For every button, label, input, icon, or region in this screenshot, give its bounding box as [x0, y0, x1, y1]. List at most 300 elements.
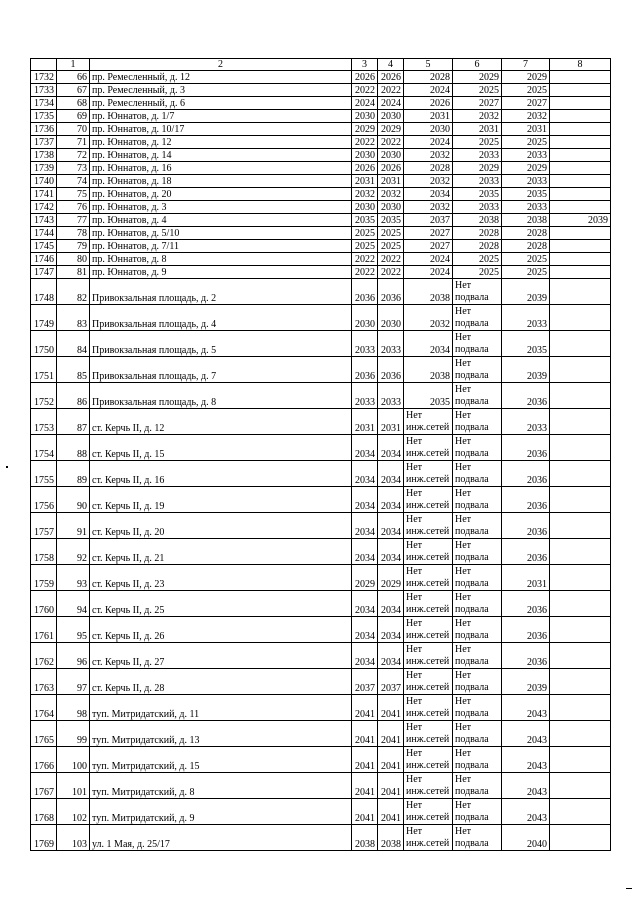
col4-cell: 2034: [378, 513, 404, 539]
col7-cell: 2036: [502, 435, 550, 461]
col8-cell: [550, 175, 611, 188]
address-cell: Привокзальная площадь, д. 5: [90, 331, 352, 357]
address-cell: ст. Керчь II, д. 21: [90, 539, 352, 565]
col6-cell: Нет подвала: [453, 825, 502, 851]
col3-cell: 2034: [352, 461, 378, 487]
col4-cell: 2022: [378, 253, 404, 266]
table-row: [31, 669, 611, 695]
index-cell: 89: [57, 461, 90, 487]
col4-cell: 2026: [378, 162, 404, 175]
col5-cell: Нет инж.сетей: [404, 617, 453, 643]
col8-cell: [550, 201, 611, 214]
table-row: [31, 799, 611, 825]
column-header: [31, 59, 57, 71]
index-cell: 98: [57, 695, 90, 721]
col5-cell: Нет инж.сетей: [404, 461, 453, 487]
col4-cell: 2031: [378, 409, 404, 435]
col3-cell: 2031: [352, 409, 378, 435]
col4-cell: 2030: [378, 149, 404, 162]
row-number-cell: 1742: [31, 201, 57, 214]
col6-cell: Нет подвала: [453, 305, 502, 331]
table-row: [31, 188, 611, 201]
row-number-cell: 1752: [31, 383, 57, 409]
col4-cell: 2030: [378, 201, 404, 214]
col7-cell: 2033: [502, 409, 550, 435]
col3-cell: 2034: [352, 487, 378, 513]
table-row: [31, 240, 611, 253]
row-number-cell: 1751: [31, 357, 57, 383]
row-number-cell: 1740: [31, 175, 57, 188]
index-cell: 91: [57, 513, 90, 539]
index-cell: 75: [57, 188, 90, 201]
col3-cell: 2034: [352, 539, 378, 565]
address-cell: пр. Юннатов, д. 16: [90, 162, 352, 175]
col6-cell: Нет подвала: [453, 591, 502, 617]
table-row: [31, 253, 611, 266]
table-row: [31, 97, 611, 110]
column-header: 5: [404, 59, 453, 71]
col7-cell: 2036: [502, 643, 550, 669]
col4-cell: 2030: [378, 110, 404, 123]
col6-cell: 2038: [453, 214, 502, 227]
address-cell: ст. Керчь II, д. 26: [90, 617, 352, 643]
col8-cell: [550, 591, 611, 617]
col7-cell: 2036: [502, 513, 550, 539]
col3-cell: 2041: [352, 695, 378, 721]
col6-cell: Нет подвала: [453, 747, 502, 773]
row-number-cell: 1769: [31, 825, 57, 851]
address-cell: пр. Юннатов, д. 12: [90, 136, 352, 149]
index-cell: 72: [57, 149, 90, 162]
index-cell: 94: [57, 591, 90, 617]
col5-cell: Нет инж.сетей: [404, 747, 453, 773]
col8-cell: [550, 539, 611, 565]
col5-cell: Нет инж.сетей: [404, 487, 453, 513]
col7-cell: 2043: [502, 721, 550, 747]
index-cell: 102: [57, 799, 90, 825]
col8-cell: [550, 435, 611, 461]
col5-cell: Нет инж.сетей: [404, 825, 453, 851]
index-cell: 81: [57, 266, 90, 279]
col6-cell: Нет подвала: [453, 331, 502, 357]
col4-cell: 2041: [378, 721, 404, 747]
col6-cell: 2033: [453, 149, 502, 162]
col8-cell: [550, 799, 611, 825]
table-row: [31, 695, 611, 721]
index-cell: 95: [57, 617, 90, 643]
col8-cell: [550, 279, 611, 305]
col5-cell: 2026: [404, 97, 453, 110]
col7-cell: 2043: [502, 799, 550, 825]
row-number-cell: 1768: [31, 799, 57, 825]
index-cell: 97: [57, 669, 90, 695]
col4-cell: 2022: [378, 136, 404, 149]
col7-cell: 2025: [502, 266, 550, 279]
row-number-cell: 1755: [31, 461, 57, 487]
col7-cell: 2039: [502, 669, 550, 695]
index-cell: 101: [57, 773, 90, 799]
address-cell: ст. Керчь II, д. 12: [90, 409, 352, 435]
col8-cell: [550, 136, 611, 149]
col4-cell: 2029: [378, 565, 404, 591]
col7-cell: 2040: [502, 825, 550, 851]
col5-cell: 2030: [404, 123, 453, 136]
table-row: [31, 747, 611, 773]
address-cell: пр. Ремесленный, д. 6: [90, 97, 352, 110]
col3-cell: 2025: [352, 240, 378, 253]
col6-cell: Нет подвала: [453, 461, 502, 487]
col6-cell: Нет подвала: [453, 279, 502, 305]
address-cell: пр. Юннатов, д. 10/17: [90, 123, 352, 136]
col3-cell: 2030: [352, 110, 378, 123]
col4-cell: 2041: [378, 695, 404, 721]
col5-cell: 2024: [404, 136, 453, 149]
col5-cell: Нет инж.сетей: [404, 643, 453, 669]
address-cell: ст. Керчь II, д. 27: [90, 643, 352, 669]
table-row: [31, 71, 611, 84]
col6-cell: 2035: [453, 188, 502, 201]
col5-cell: 2027: [404, 227, 453, 240]
col8-cell: [550, 617, 611, 643]
col8-cell: [550, 357, 611, 383]
col7-cell: 2033: [502, 305, 550, 331]
col7-cell: 2028: [502, 227, 550, 240]
col3-cell: 2031: [352, 175, 378, 188]
col7-cell: 2036: [502, 383, 550, 409]
row-number-cell: 1764: [31, 695, 57, 721]
address-cell: туп. Митридатский, д. 9: [90, 799, 352, 825]
row-number-cell: 1765: [31, 721, 57, 747]
address-cell: пр. Юннатов, д. 9: [90, 266, 352, 279]
col6-cell: Нет подвала: [453, 513, 502, 539]
col4-cell: 2038: [378, 825, 404, 851]
address-cell: ст. Керчь II, д. 15: [90, 435, 352, 461]
col8-cell: [550, 97, 611, 110]
col6-cell: 2033: [453, 201, 502, 214]
col3-cell: 2035: [352, 214, 378, 227]
column-header: 7: [502, 59, 550, 71]
col8-cell: [550, 305, 611, 331]
table-row: [31, 136, 611, 149]
index-cell: 70: [57, 123, 90, 136]
column-header: 1: [57, 59, 90, 71]
col8-cell: [550, 266, 611, 279]
col8-cell: [550, 123, 611, 136]
col5-cell: Нет инж.сетей: [404, 435, 453, 461]
column-header: 6: [453, 59, 502, 71]
col5-cell: Нет инж.сетей: [404, 799, 453, 825]
col8-cell: [550, 643, 611, 669]
table-row: [31, 214, 611, 227]
table-row: [31, 617, 611, 643]
address-cell: туп. Митридатский, д. 8: [90, 773, 352, 799]
table-row: [31, 825, 611, 851]
col3-cell: 2024: [352, 97, 378, 110]
col5-cell: 2028: [404, 162, 453, 175]
table-row: [31, 539, 611, 565]
row-number-cell: 1745: [31, 240, 57, 253]
index-cell: 79: [57, 240, 90, 253]
col8-cell: [550, 487, 611, 513]
col6-cell: Нет подвала: [453, 357, 502, 383]
address-cell: ст. Керчь II, д. 20: [90, 513, 352, 539]
table-row: [31, 279, 611, 305]
page-mark: [626, 888, 632, 889]
row-number-cell: 1737: [31, 136, 57, 149]
col7-cell: 2036: [502, 461, 550, 487]
col7-cell: 2033: [502, 149, 550, 162]
col5-cell: Нет инж.сетей: [404, 695, 453, 721]
table-row: [31, 721, 611, 747]
col4-cell: 2030: [378, 305, 404, 331]
col5-cell: 2024: [404, 253, 453, 266]
table-row: [31, 435, 611, 461]
col6-cell: 2028: [453, 240, 502, 253]
row-number-cell: 1746: [31, 253, 57, 266]
col3-cell: 2041: [352, 773, 378, 799]
col5-cell: 2034: [404, 331, 453, 357]
col4-cell: 2022: [378, 266, 404, 279]
col3-cell: 2029: [352, 123, 378, 136]
table-row: [31, 110, 611, 123]
col3-cell: 2022: [352, 84, 378, 97]
row-number-cell: 1766: [31, 747, 57, 773]
col8-cell: [550, 227, 611, 240]
table-row: [31, 227, 611, 240]
address-cell: Привокзальная площадь, д. 4: [90, 305, 352, 331]
row-number-cell: 1738: [31, 149, 57, 162]
col7-cell: 2043: [502, 773, 550, 799]
col7-cell: 2036: [502, 487, 550, 513]
row-number-cell: 1761: [31, 617, 57, 643]
table-row: [31, 357, 611, 383]
table-row: [31, 461, 611, 487]
col5-cell: 2037: [404, 214, 453, 227]
col4-cell: 2041: [378, 799, 404, 825]
col7-cell: 2027: [502, 97, 550, 110]
col5-cell: 2032: [404, 305, 453, 331]
col5-cell: Нет инж.сетей: [404, 565, 453, 591]
address-cell: пр. Ремесленный, д. 12: [90, 71, 352, 84]
col7-cell: 2043: [502, 695, 550, 721]
col6-cell: Нет подвала: [453, 643, 502, 669]
col3-cell: 2026: [352, 162, 378, 175]
row-number-cell: 1734: [31, 97, 57, 110]
col5-cell: 2035: [404, 383, 453, 409]
col6-cell: Нет подвала: [453, 695, 502, 721]
col7-cell: 2036: [502, 539, 550, 565]
col3-cell: 2036: [352, 279, 378, 305]
col3-cell: 2033: [352, 383, 378, 409]
col3-cell: 2033: [352, 331, 378, 357]
table-row: [31, 201, 611, 214]
col4-cell: 2026: [378, 71, 404, 84]
col7-cell: 2025: [502, 136, 550, 149]
col6-cell: 2029: [453, 71, 502, 84]
index-cell: 78: [57, 227, 90, 240]
column-header: 2: [90, 59, 352, 71]
address-cell: ст. Керчь II, д. 25: [90, 591, 352, 617]
col7-cell: 2039: [502, 357, 550, 383]
index-cell: 82: [57, 279, 90, 305]
col5-cell: 2038: [404, 279, 453, 305]
col8-cell: [550, 71, 611, 84]
col3-cell: 2029: [352, 565, 378, 591]
index-cell: 92: [57, 539, 90, 565]
address-cell: пр. Юннатов, д. 5/10: [90, 227, 352, 240]
col8-cell: [550, 409, 611, 435]
col8-cell: [550, 747, 611, 773]
row-number-cell: 1744: [31, 227, 57, 240]
col6-cell: Нет подвала: [453, 383, 502, 409]
index-cell: 73: [57, 162, 90, 175]
col4-cell: 2025: [378, 240, 404, 253]
col8-cell: [550, 383, 611, 409]
index-cell: 87: [57, 409, 90, 435]
col7-cell: 2035: [502, 188, 550, 201]
table-body: [31, 71, 611, 851]
col8-cell: [550, 162, 611, 175]
col6-cell: Нет подвала: [453, 539, 502, 565]
column-header: 8: [550, 59, 611, 71]
col5-cell: 2031: [404, 110, 453, 123]
col7-cell: 2028: [502, 240, 550, 253]
col6-cell: 2025: [453, 84, 502, 97]
col5-cell: 2034: [404, 188, 453, 201]
col4-cell: 2034: [378, 461, 404, 487]
address-cell: Привокзальная площадь, д. 2: [90, 279, 352, 305]
col5-cell: 2024: [404, 266, 453, 279]
col7-cell: 2029: [502, 162, 550, 175]
col7-cell: 2025: [502, 253, 550, 266]
table-row: [31, 123, 611, 136]
row-number-cell: 1733: [31, 84, 57, 97]
address-cell: Привокзальная площадь, д. 7: [90, 357, 352, 383]
col3-cell: 2032: [352, 188, 378, 201]
col5-cell: 2038: [404, 357, 453, 383]
col4-cell: 2029: [378, 123, 404, 136]
table-row: [31, 162, 611, 175]
address-cell: пр. Юннатов, д. 8: [90, 253, 352, 266]
col5-cell: Нет инж.сетей: [404, 773, 453, 799]
table-row: [31, 591, 611, 617]
col6-cell: 2025: [453, 136, 502, 149]
table-row: [31, 84, 611, 97]
col3-cell: 2034: [352, 591, 378, 617]
col5-cell: Нет инж.сетей: [404, 721, 453, 747]
row-number-cell: 1753: [31, 409, 57, 435]
address-cell: пр. Юннатов, д. 7/11: [90, 240, 352, 253]
table-row: [31, 175, 611, 188]
col8-cell: [550, 669, 611, 695]
col7-cell: 2029: [502, 71, 550, 84]
row-number-cell: 1736: [31, 123, 57, 136]
col3-cell: 2034: [352, 435, 378, 461]
col5-cell: Нет инж.сетей: [404, 669, 453, 695]
index-cell: 96: [57, 643, 90, 669]
address-cell: туп. Митридатский, д. 15: [90, 747, 352, 773]
col8-cell: [550, 149, 611, 162]
index-cell: 85: [57, 357, 90, 383]
col5-cell: Нет инж.сетей: [404, 513, 453, 539]
row-number-cell: 1767: [31, 773, 57, 799]
col4-cell: 2034: [378, 487, 404, 513]
index-cell: 69: [57, 110, 90, 123]
address-cell: туп. Митридатский, д. 13: [90, 721, 352, 747]
table-row: [31, 513, 611, 539]
index-cell: 93: [57, 565, 90, 591]
row-number-cell: 1763: [31, 669, 57, 695]
col3-cell: 2022: [352, 253, 378, 266]
index-cell: 71: [57, 136, 90, 149]
table-row: [31, 643, 611, 669]
col7-cell: 2036: [502, 617, 550, 643]
table-row: [31, 266, 611, 279]
col3-cell: 2025: [352, 227, 378, 240]
col3-cell: 2034: [352, 513, 378, 539]
address-cell: пр. Юннатов, д. 18: [90, 175, 352, 188]
col4-cell: 2034: [378, 643, 404, 669]
col8-cell: 2039: [550, 214, 611, 227]
col4-cell: 2037: [378, 669, 404, 695]
col4-cell: 2034: [378, 539, 404, 565]
address-cell: ст. Керчь II, д. 23: [90, 565, 352, 591]
row-number-cell: 1747: [31, 266, 57, 279]
col6-cell: 2025: [453, 266, 502, 279]
table-row: [31, 487, 611, 513]
col4-cell: 2036: [378, 357, 404, 383]
address-cell: пр. Ремесленный, д. 3: [90, 84, 352, 97]
col3-cell: 2026: [352, 71, 378, 84]
col3-cell: 2022: [352, 266, 378, 279]
col7-cell: 2036: [502, 591, 550, 617]
col5-cell: Нет инж.сетей: [404, 539, 453, 565]
col8-cell: [550, 253, 611, 266]
col8-cell: [550, 188, 611, 201]
col6-cell: Нет подвала: [453, 617, 502, 643]
table-row: [31, 773, 611, 799]
col3-cell: 2022: [352, 136, 378, 149]
column-header: 4: [378, 59, 404, 71]
col8-cell: [550, 84, 611, 97]
address-cell: ст. Керчь II, д. 28: [90, 669, 352, 695]
col6-cell: Нет подвала: [453, 669, 502, 695]
col4-cell: 2034: [378, 435, 404, 461]
col5-cell: 2024: [404, 84, 453, 97]
index-cell: 100: [57, 747, 90, 773]
col6-cell: 2025: [453, 253, 502, 266]
index-cell: 88: [57, 435, 90, 461]
row-number-cell: 1762: [31, 643, 57, 669]
col5-cell: 2032: [404, 175, 453, 188]
col4-cell: 2034: [378, 591, 404, 617]
address-cell: пр. Юннатов, д. 3: [90, 201, 352, 214]
row-number-cell: 1756: [31, 487, 57, 513]
index-cell: 74: [57, 175, 90, 188]
col8-cell: [550, 565, 611, 591]
col6-cell: Нет подвала: [453, 565, 502, 591]
index-cell: 68: [57, 97, 90, 110]
row-number-cell: 1758: [31, 539, 57, 565]
col3-cell: 2036: [352, 357, 378, 383]
col4-cell: 2033: [378, 383, 404, 409]
page-mark: [6, 466, 8, 468]
table-row: [31, 331, 611, 357]
col5-cell: 2032: [404, 149, 453, 162]
col6-cell: Нет подвала: [453, 487, 502, 513]
row-number-cell: 1743: [31, 214, 57, 227]
col6-cell: 2032: [453, 110, 502, 123]
